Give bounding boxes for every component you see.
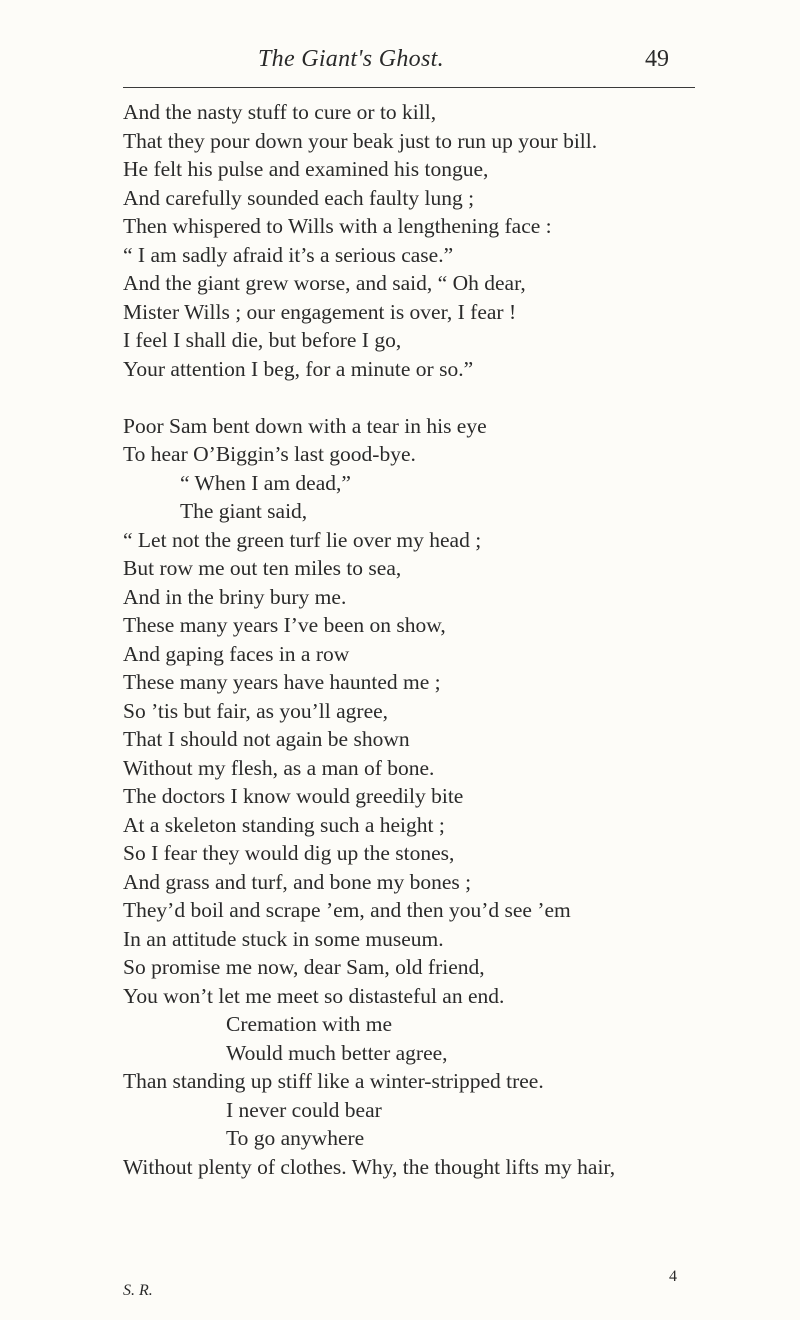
poem-line: And in the briny bury me. xyxy=(123,584,347,609)
poem-line: To hear O’Biggin’s last good-bye. xyxy=(123,442,416,466)
poem-line: That they pour down your beak just to run up your bill. xyxy=(123,128,598,153)
poem-line: And gaping faces in a row xyxy=(123,641,350,666)
poem-line: Then whispered to Wills with a lengthening face : xyxy=(123,214,552,238)
poem-line: The giant said, xyxy=(180,499,308,523)
poem-line: “ Let not the green turf lie over my head ; xyxy=(123,527,482,552)
poem-line: And grass and turf, and bone my bones ; xyxy=(123,869,472,894)
poem-line: So ’tis but fair, as you’ll agree, xyxy=(123,698,389,723)
poem-line: At a skeleton standing such a height ; xyxy=(123,812,445,837)
poem-line: And the giant grew worse, and said, “ Oh dear, xyxy=(123,271,526,295)
poem-line: I never could bear xyxy=(226,1097,382,1122)
running-head xyxy=(0,46,800,80)
header-rule xyxy=(123,87,695,88)
poem-line: Would much better agree, xyxy=(226,1040,448,1065)
poem-line: But row me out ten miles to sea, xyxy=(123,556,402,580)
poem-line: Your attention I beg, for a minute or so.” xyxy=(123,356,474,381)
poem-line: These many years have haunted me ; xyxy=(123,670,441,694)
poem-line: And carefully sounded each faulty lung ; xyxy=(123,185,475,210)
poem-line: Cremation with me xyxy=(226,1012,392,1036)
poem-line: In an attitude stuck in some museum. xyxy=(123,926,444,951)
poem-line: He felt his pulse and examined his tongue, xyxy=(123,157,489,181)
poem-line: The doctors I know would greedily bite xyxy=(123,784,464,808)
poem-text xyxy=(123,98,795,1181)
poem-line: “ I am sadly afraid it’s a serious case.” xyxy=(123,242,454,267)
poem-line: That I should not again be shown xyxy=(123,727,410,751)
poem-line: So I fear they would dig up the stones, xyxy=(123,841,455,865)
stanza-break xyxy=(123,383,795,412)
poem-line: “ When I am dead,” xyxy=(180,470,351,495)
signature-mark: S. R. xyxy=(123,1282,153,1299)
running-title: The Giant's Ghost. xyxy=(258,46,444,72)
sheet-number: 4 xyxy=(669,1268,677,1285)
poem-line: I feel I shall die, but before I go, xyxy=(123,328,402,352)
poem-line: Without my flesh, as a man of bone. xyxy=(123,755,435,780)
poem-line: To go anywhere xyxy=(226,1126,365,1150)
poem-line: So promise me now, dear Sam, old friend, xyxy=(123,955,485,979)
poem-line: These many years I’ve been on show, xyxy=(123,613,446,637)
poem-line: Mister Wills ; our engagement is over, I fear ! xyxy=(123,299,517,324)
poem-line: Than standing up stiff like a winter-stripped tree. xyxy=(123,1069,544,1093)
page-number: 49 xyxy=(645,46,669,72)
poem-line: You won’t let me meet so distasteful an end. xyxy=(123,983,505,1008)
poem-line: Poor Sam bent down with a tear in his eye xyxy=(123,413,487,438)
poem-line: And the nasty stuff to cure or to kill, xyxy=(123,100,437,124)
poem-line: They’d boil and scrape ’em, and then you’d see ’em xyxy=(123,898,571,922)
poem-line: Without plenty of clothes. Why, the thought lifts my hair, xyxy=(123,1154,616,1179)
